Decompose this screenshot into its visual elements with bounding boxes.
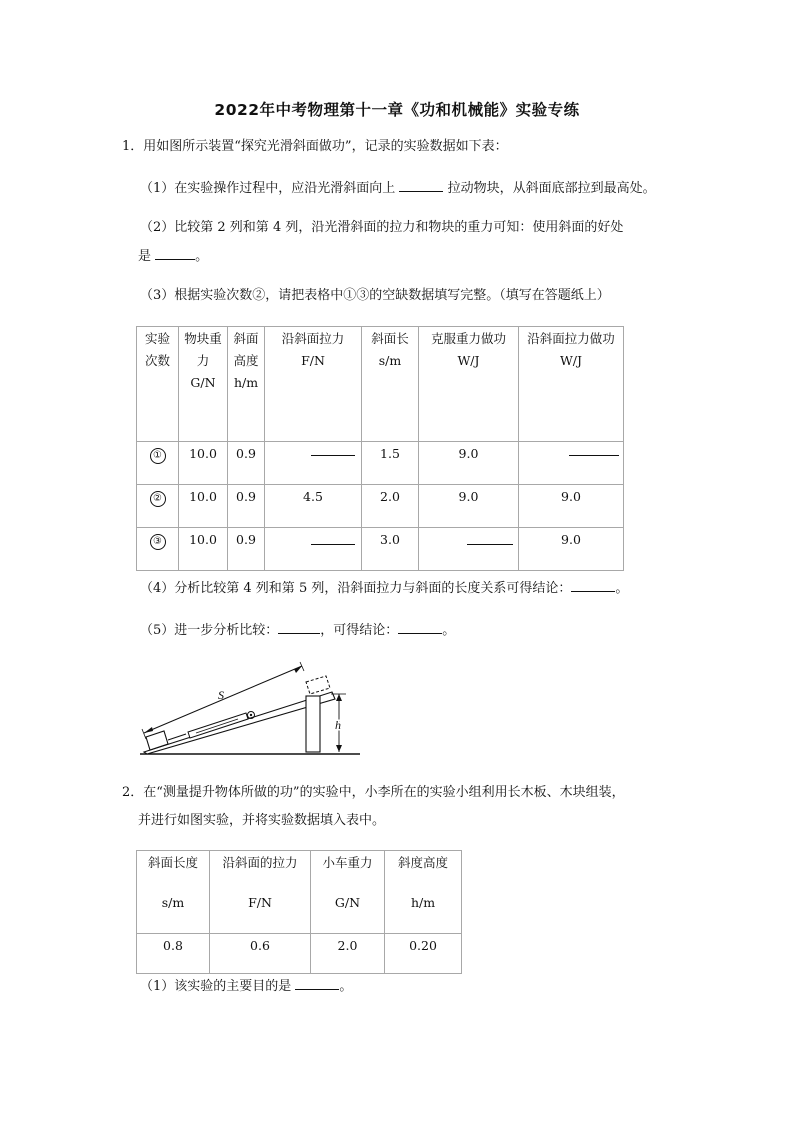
q1-part5	[140, 620, 455, 640]
table-header-row	[137, 851, 462, 934]
table-cell	[362, 442, 419, 485]
header-text: 次数	[144, 353, 170, 368]
table-cell	[385, 934, 462, 974]
q2-part1-text-b: 。	[339, 979, 353, 994]
q2-stem-line1: 2．在“测量提升物体所做的功”的实验中，小李所在的实验小组利用长木板、木块组装，	[122, 785, 625, 800]
header-text: G/N	[334, 895, 361, 910]
trial-number: ③	[150, 534, 166, 550]
header-text: 斜面	[233, 331, 259, 346]
answer-blank[interactable]	[571, 578, 615, 592]
q1-part1	[140, 178, 656, 198]
cell-value: 9.0	[561, 532, 581, 547]
q1-part2-text-c: 。	[195, 249, 209, 264]
header-text: 沿斜面的拉力	[222, 855, 298, 870]
trial-number: ②	[150, 491, 166, 507]
header-cell	[137, 851, 210, 934]
answer-blank[interactable]	[155, 246, 195, 260]
q1-part1-text-a: （1）在实验操作过程中，应沿光滑斜面向上	[140, 181, 396, 196]
arrow-head	[336, 694, 342, 701]
header-cell	[210, 851, 311, 934]
q2-data-table	[136, 850, 462, 974]
table-cell	[137, 934, 210, 974]
answer-blank[interactable]	[311, 544, 355, 545]
q1-part2-text-b: 是	[138, 249, 152, 264]
table-cell	[179, 485, 228, 528]
header-text: 实验	[144, 331, 170, 346]
header-text: h/m	[233, 375, 259, 390]
header-text: 物块重	[184, 331, 222, 346]
q2-part1-text-a: （1）该实验的主要目的是	[140, 979, 292, 994]
header-text: 力	[196, 353, 210, 368]
answer-blank[interactable]	[295, 976, 339, 990]
cell-value: 9.0	[458, 446, 479, 461]
table-cell	[179, 528, 228, 571]
q1-part2-line1: （2）比较第 2 列和第 4 列，沿光滑斜面的拉力和物块的重力可知：使用斜面的好处	[140, 220, 624, 235]
cell-value: 4.5	[303, 489, 323, 504]
q1-part1-text-b: 拉动物块，从斜面底部拉到最高处。	[447, 181, 656, 196]
header-text: 斜度高度	[397, 855, 448, 870]
trial-number: ①	[150, 448, 166, 464]
table-row	[137, 442, 624, 485]
arrow-head	[336, 745, 342, 752]
q1-part3: （3）根据实验次数②，请把表格中①③的空缺数据填写完整。（填写在答题纸上）	[140, 288, 610, 303]
header-cell	[265, 327, 362, 442]
table-cell	[228, 485, 265, 528]
table-cell	[137, 528, 179, 571]
cell-value: 10.0	[189, 489, 217, 504]
support-block	[306, 696, 320, 752]
table-cell	[137, 442, 179, 485]
cell-value: 9.0	[561, 489, 581, 504]
q1-data-table	[136, 326, 624, 571]
header-text: 斜面长	[371, 331, 409, 346]
header-text: F/N	[301, 353, 325, 368]
table-cell	[519, 528, 624, 571]
header-text: W/J	[559, 353, 583, 368]
label-h: h	[335, 718, 341, 732]
header-cell	[228, 327, 265, 442]
table-row	[137, 485, 624, 528]
cell-value: 9.0	[458, 489, 479, 504]
scale-ring-center	[250, 714, 252, 716]
table-cell	[311, 934, 385, 974]
q1-part4	[140, 578, 628, 598]
q1-stem: 1．用如图所示装置“探究光滑斜面做功”，记录的实验数据如下表：	[122, 139, 508, 154]
table-row	[137, 934, 462, 974]
answer-blank[interactable]	[398, 620, 442, 634]
arrow-head	[294, 666, 302, 673]
q2-part1	[140, 976, 352, 996]
q1-part4-text-a: （4）分析比较第 4 列和第 5 列，沿斜面拉力与斜面的长度关系可得结论：	[140, 581, 572, 596]
answer-blank[interactable]	[278, 620, 320, 634]
header-cell	[179, 327, 228, 442]
arrow-head	[144, 727, 153, 733]
header-text: 高度	[233, 353, 259, 368]
cell-value: 3.0	[380, 532, 400, 547]
table-cell	[265, 442, 362, 485]
table-cell	[265, 485, 362, 528]
table-row	[137, 528, 624, 571]
header-text: W/J	[457, 353, 480, 368]
cell-value: 0.6	[250, 938, 270, 953]
header-cell	[385, 851, 462, 934]
page-title: 2022年中考物理第十一章《功和机械能》实验专练	[214, 101, 580, 119]
header-text: 小车重力	[322, 855, 373, 870]
inclined-plane-figure	[134, 655, 364, 760]
header-text: h/m	[410, 895, 436, 910]
header-cell	[419, 327, 519, 442]
answer-blank[interactable]	[311, 455, 355, 456]
cell-value: 0.8	[163, 938, 183, 953]
cell-value: 1.5	[380, 446, 400, 461]
q1-part5-text-c: 。	[442, 623, 456, 638]
cell-value: 2.0	[380, 489, 400, 504]
header-text: 克服重力做功	[430, 331, 506, 346]
table-cell	[419, 485, 519, 528]
table-cell	[137, 485, 179, 528]
header-text: s/m	[378, 353, 402, 368]
answer-blank[interactable]	[399, 178, 443, 192]
cell-value: 10.0	[189, 446, 217, 461]
answer-blank[interactable]	[467, 544, 513, 545]
header-cell	[362, 327, 419, 442]
cell-value: 0.9	[236, 532, 256, 547]
table-cell	[228, 528, 265, 571]
q1-part4-text-b: 。	[615, 581, 629, 596]
answer-blank[interactable]	[569, 455, 619, 456]
table-cell	[519, 485, 624, 528]
cell-value: 0.9	[236, 446, 256, 461]
cell-value: 0.20	[409, 938, 437, 953]
q1-part2-line2	[138, 246, 208, 266]
header-cell	[311, 851, 385, 934]
extension-tick	[142, 729, 146, 739]
header-cell	[137, 327, 179, 442]
table-cell	[265, 528, 362, 571]
dashed-block	[306, 676, 330, 694]
table-cell	[362, 485, 419, 528]
header-text: 沿斜面拉力做功	[527, 331, 615, 346]
header-text: s/m	[161, 895, 185, 910]
table-cell	[362, 528, 419, 571]
q2-stem-line2: 并进行如图实验，并将实验数据填入表中。	[138, 813, 386, 828]
table-cell	[419, 528, 519, 571]
q1-part5-text-a: （5）进一步分析比较：	[140, 623, 279, 638]
label-s: S	[218, 688, 224, 702]
header-text: G/N	[190, 375, 216, 390]
header-text: 沿斜面拉力	[281, 331, 345, 346]
table-cell	[210, 934, 311, 974]
cell-value: 0.9	[236, 489, 256, 504]
header-text: F/N	[248, 895, 272, 910]
table-cell	[228, 442, 265, 485]
table-header-row	[137, 327, 624, 442]
table-cell	[179, 442, 228, 485]
table-cell	[519, 442, 624, 485]
header-cell	[519, 327, 624, 442]
cell-value: 2.0	[337, 938, 358, 953]
header-text: 斜面长度	[147, 855, 198, 870]
q1-part5-text-b: ，可得结论：	[320, 623, 399, 638]
table-cell	[419, 442, 519, 485]
cell-value: 10.0	[189, 532, 217, 547]
